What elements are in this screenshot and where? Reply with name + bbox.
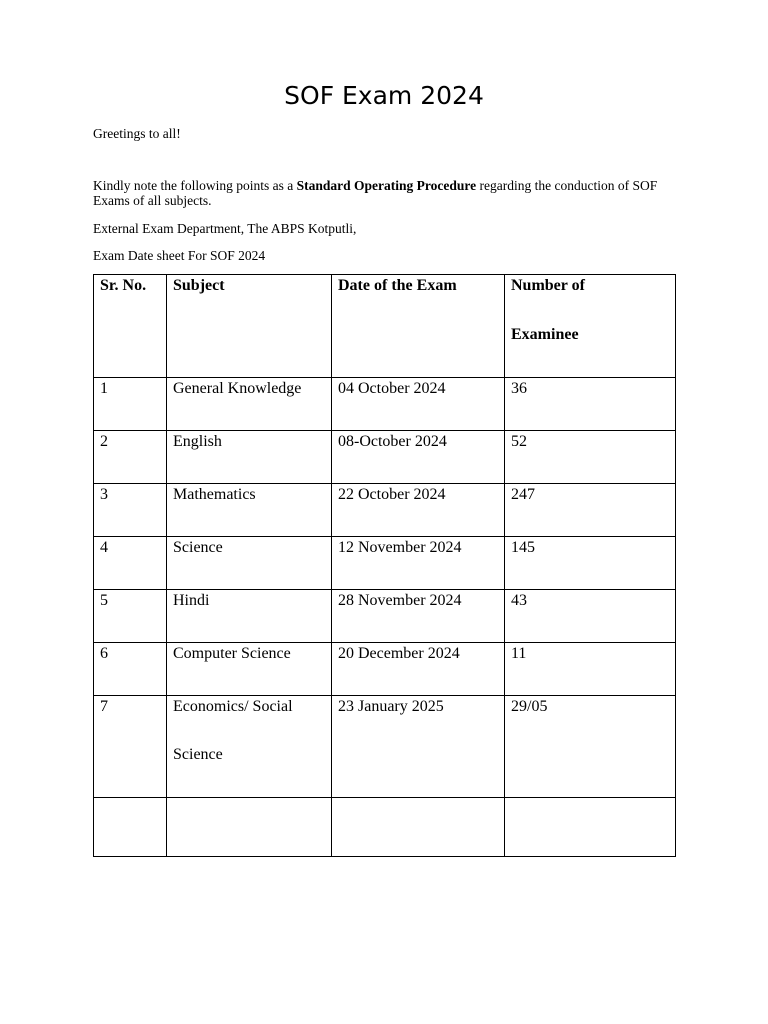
cell-subject: Science xyxy=(167,537,332,590)
header-examinee-line2: Examinee xyxy=(511,326,579,343)
cell-sr: 5 xyxy=(94,590,167,643)
datesheet-label: Exam Date sheet For SOF 2024 xyxy=(93,248,266,263)
header-date: Date of the Exam xyxy=(332,275,505,378)
cell-empty xyxy=(167,798,332,857)
cell-sr: 6 xyxy=(94,643,167,696)
cell-date: 08-October 2024 xyxy=(332,431,505,484)
cell-sr: 2 xyxy=(94,431,167,484)
cell-count: 52 xyxy=(505,431,676,484)
cell-count: 247 xyxy=(505,484,676,537)
table-header-row xyxy=(94,275,676,378)
header-examinee-line1: Number of xyxy=(511,277,585,294)
cell-count: 43 xyxy=(505,590,676,643)
cell-count: 11 xyxy=(505,643,676,696)
cell-date: 22 October 2024 xyxy=(332,484,505,537)
cell-subject: Computer Science xyxy=(167,643,332,696)
cell-count: 29/05 xyxy=(505,696,676,798)
table-row xyxy=(94,590,676,643)
intro-text-end: regarding the conduction of SOF Exams of all subjects. xyxy=(93,178,658,208)
cell-subject: Economics/ Social Science xyxy=(167,696,332,798)
cell-subject: English xyxy=(167,431,332,484)
table-row-empty xyxy=(94,798,676,857)
cell-date: 23 January 2025 xyxy=(332,696,505,798)
greeting-text: Greetings to all! xyxy=(93,126,181,141)
table-row xyxy=(94,378,676,431)
cell-date: 04 October 2024 xyxy=(332,378,505,431)
table-row xyxy=(94,643,676,696)
cell-empty xyxy=(332,798,505,857)
cell-subject: General Knowledge xyxy=(167,378,332,431)
exam-datesheet-table xyxy=(93,274,676,857)
header-sr-no: Sr. No. xyxy=(94,275,167,378)
cell-sr: 1 xyxy=(94,378,167,431)
intro-text-bold: Standard Operating Procedure xyxy=(296,178,477,193)
cell-count: 36 xyxy=(505,378,676,431)
table-row xyxy=(94,431,676,484)
cell-count: 145 xyxy=(505,537,676,590)
department-text: External Exam Department, The ABPS Kotputli, xyxy=(93,221,357,236)
header-examinee xyxy=(505,275,676,378)
cell-sr: 3 xyxy=(94,484,167,537)
cell-date: 28 November 2024 xyxy=(332,590,505,643)
cell-empty xyxy=(505,798,676,857)
header-subject: Subject xyxy=(167,275,332,378)
cell-subject-line2: Science xyxy=(173,746,223,763)
cell-empty xyxy=(94,798,167,857)
intro-text-start: Kindly note the following points as a xyxy=(93,178,297,193)
document-title: SOF Exam 2024 xyxy=(284,81,484,110)
table-row xyxy=(94,696,676,798)
table-row xyxy=(94,537,676,590)
cell-date: 20 December 2024 xyxy=(332,643,505,696)
cell-date: 12 November 2024 xyxy=(332,537,505,590)
table-row xyxy=(94,484,676,537)
intro-paragraph xyxy=(93,178,683,208)
cell-subject: Mathematics xyxy=(167,484,332,537)
cell-sr: 4 xyxy=(94,537,167,590)
cell-subject: Hindi xyxy=(167,590,332,643)
cell-sr: 7 xyxy=(94,696,167,798)
